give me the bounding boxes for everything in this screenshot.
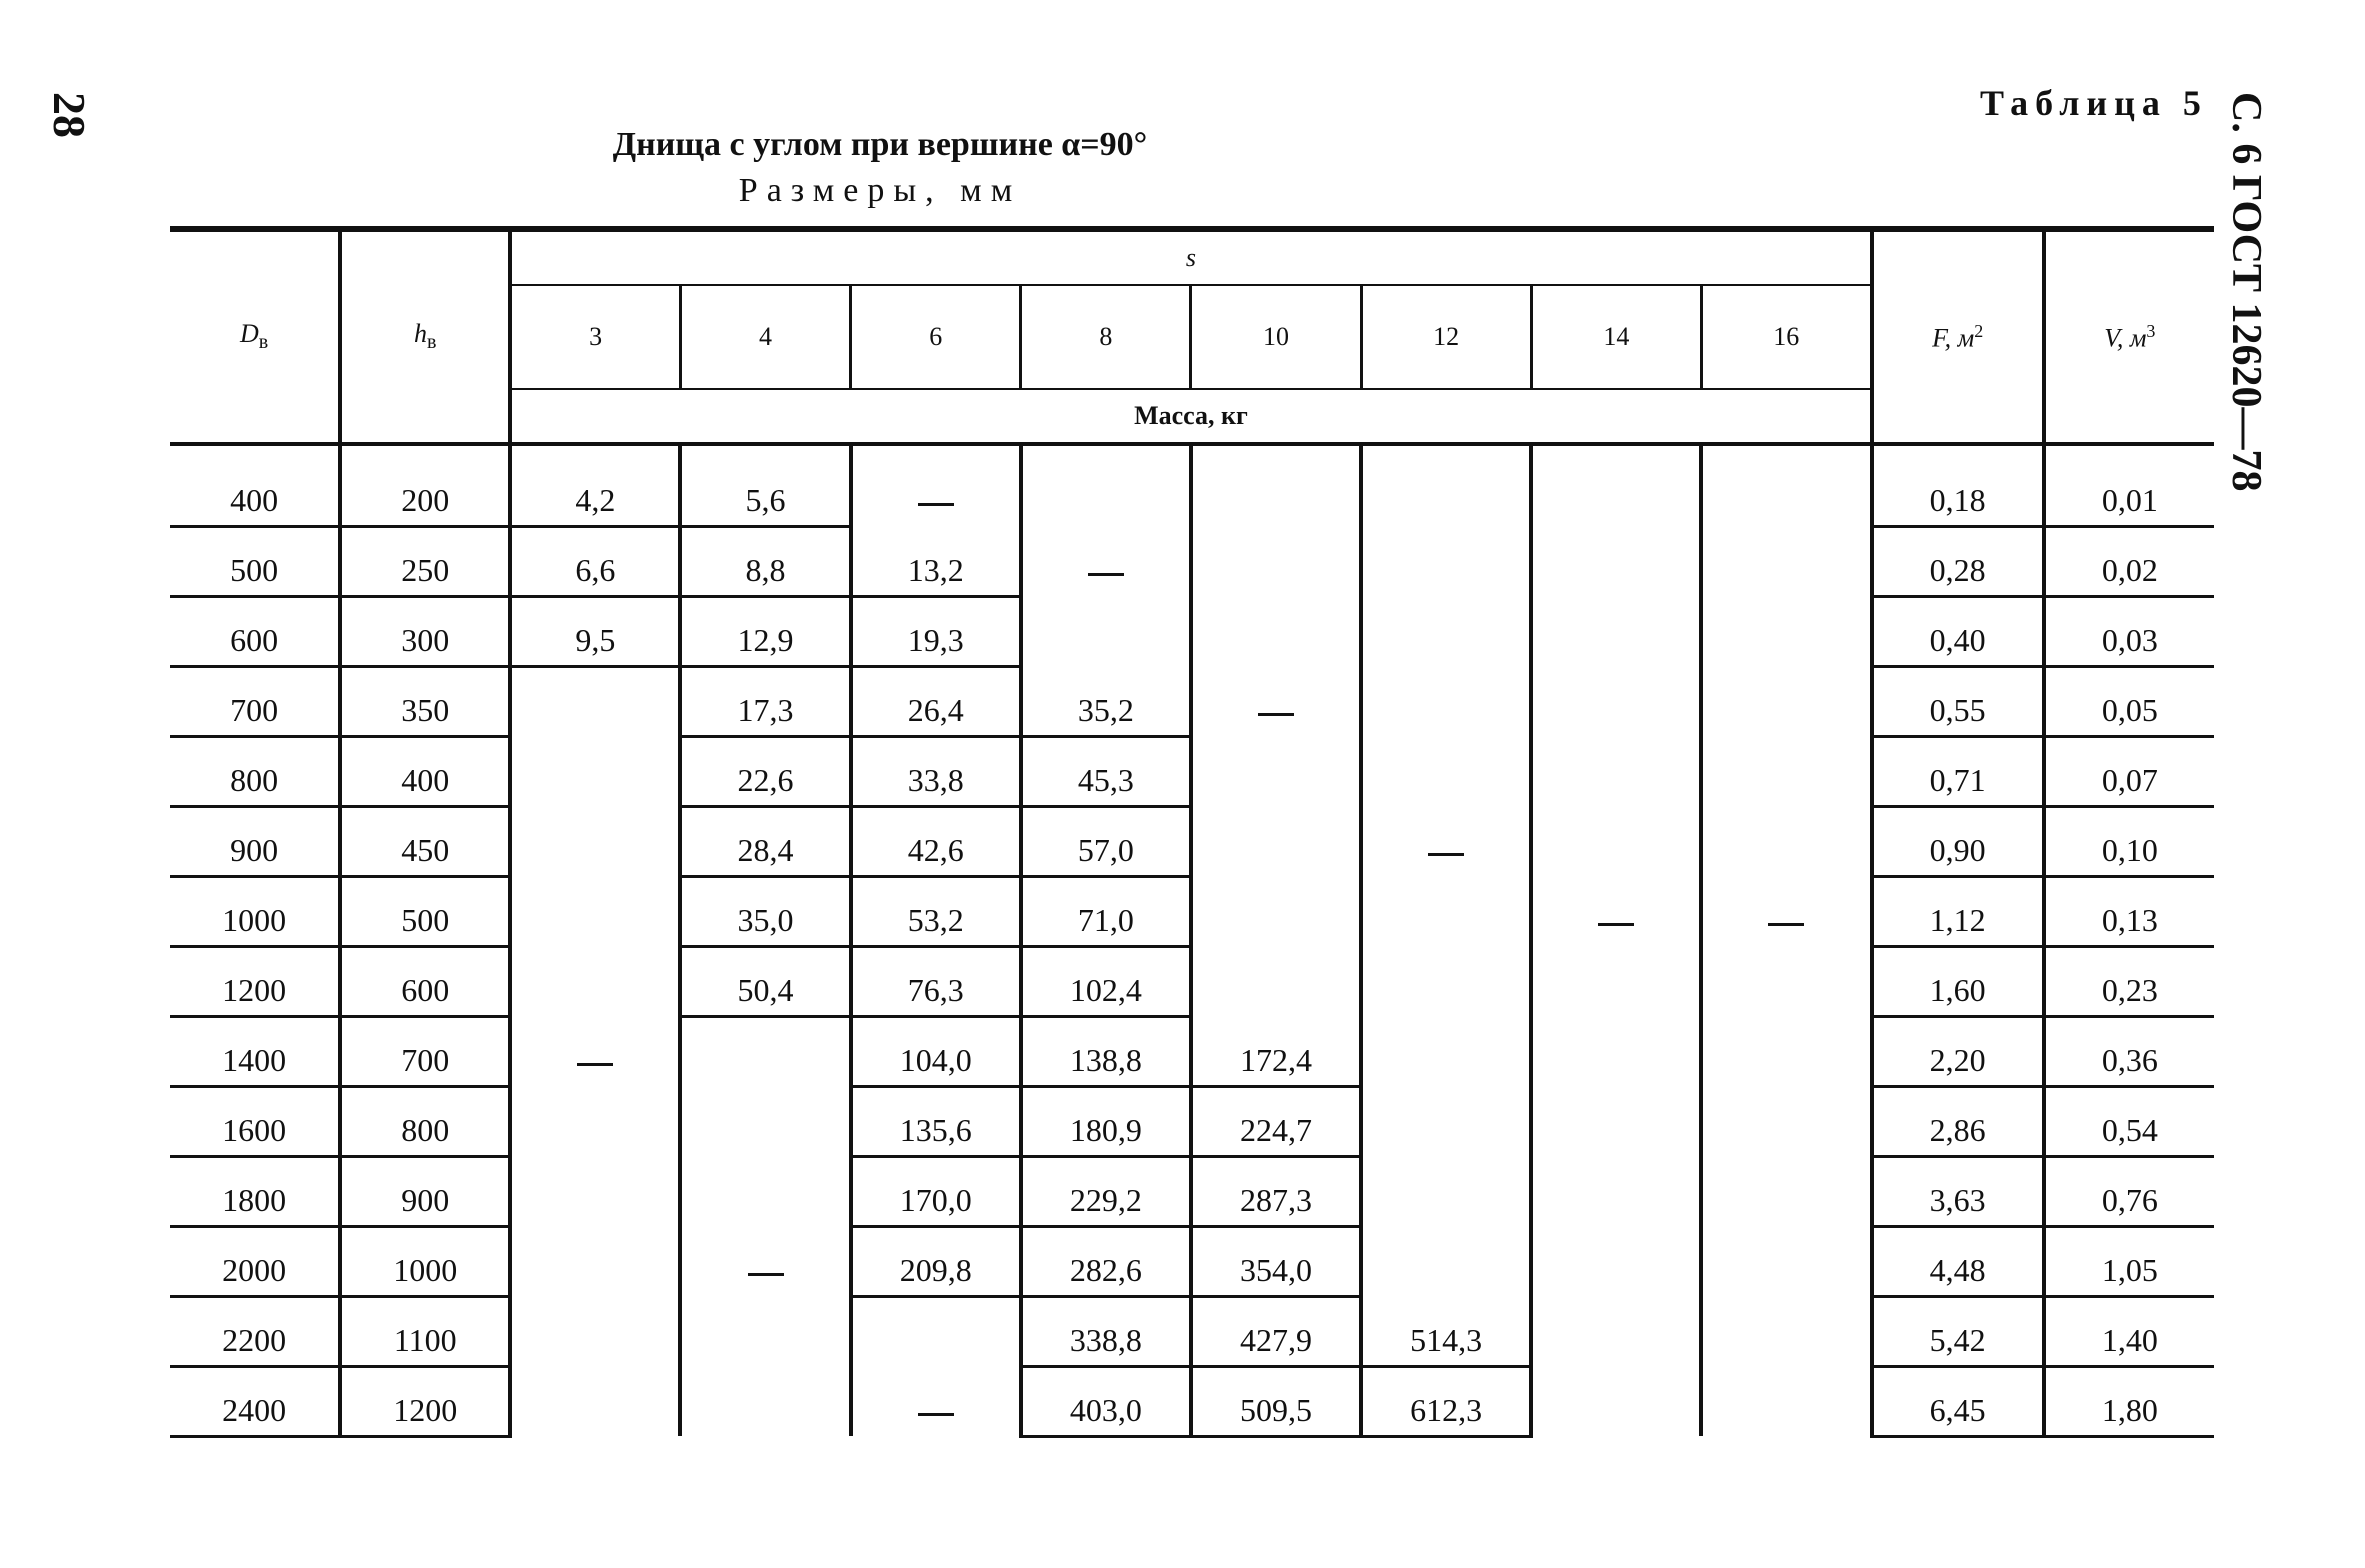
cell-s16: [1701, 666, 1871, 736]
cell-f: 0,90: [1872, 806, 2044, 876]
cell-s4: 22,6: [680, 736, 850, 806]
cell-s8: 45,3: [1021, 736, 1191, 806]
header-d: $D_в$: [170, 229, 340, 444]
cell-s4: 5,6: [680, 444, 850, 526]
cell-s10: 224,7: [1191, 1086, 1361, 1156]
cell-d: 900: [170, 806, 340, 876]
cell-s8: 229,2: [1021, 1156, 1191, 1226]
cell-s3: 4,2: [510, 444, 680, 526]
cell-h: 250: [340, 526, 510, 596]
cell-s8: 138,8: [1021, 1016, 1191, 1086]
cell-s10: 172,4: [1191, 1016, 1361, 1086]
cell-s4: [680, 1016, 850, 1086]
cell-s3: [510, 876, 680, 946]
cell-v: 0,07: [2044, 736, 2214, 806]
table-title: Днища с углом при вершине α=90°: [612, 126, 1148, 163]
table-row: [170, 596, 2214, 666]
cell-d: 1600: [170, 1086, 340, 1156]
cell-s4: [680, 1366, 850, 1436]
page-number: 28: [44, 92, 95, 138]
cell-s6: 53,2: [851, 876, 1021, 946]
header-s-6: 6: [851, 285, 1021, 389]
cell-v: 0,76: [2044, 1156, 2214, 1226]
cell-s6: 104,0: [851, 1016, 1021, 1086]
cell-s12: [1361, 1156, 1531, 1226]
cell-s10: [1191, 876, 1361, 946]
cell-s16: [1701, 596, 1871, 666]
cell-f: 1,12: [1872, 876, 2044, 946]
table-row: [170, 806, 2214, 876]
cell-s3: 9,5: [510, 596, 680, 666]
cell-s6: [851, 444, 1021, 526]
cell-s14: [1531, 596, 1701, 666]
cell-f: 2,20: [1872, 1016, 2044, 1086]
cell-s8: [1021, 596, 1191, 666]
cell-f: 6,45: [1872, 1366, 2044, 1436]
dash-mark: [918, 1413, 954, 1416]
cell-d: 1200: [170, 946, 340, 1016]
cell-s12: [1361, 526, 1531, 596]
cell-v: 0,54: [2044, 1086, 2214, 1156]
cell-d: 400: [170, 444, 340, 526]
cell-s14: [1531, 1296, 1701, 1366]
cell-v: 0,01: [2044, 444, 2214, 526]
header-mass: Масса, кг: [510, 389, 1871, 444]
cell-f: 0,71: [1872, 736, 2044, 806]
cell-h: 600: [340, 946, 510, 1016]
cell-s3: [510, 1366, 680, 1436]
cell-s16: [1701, 946, 1871, 1016]
cell-s4: [680, 1226, 850, 1296]
cell-s6: 76,3: [851, 946, 1021, 1016]
table-row: [170, 444, 2214, 526]
cell-d: 1400: [170, 1016, 340, 1086]
cell-h: 450: [340, 806, 510, 876]
cell-f: 4,48: [1872, 1226, 2044, 1296]
cell-d: 800: [170, 736, 340, 806]
cell-s6: 13,2: [851, 526, 1021, 596]
dash-mark: [1088, 573, 1124, 576]
cell-s8: 102,4: [1021, 946, 1191, 1016]
dash-mark: [1258, 713, 1294, 716]
cell-s14: [1531, 526, 1701, 596]
cell-s12: [1361, 1086, 1531, 1156]
cell-s4: 17,3: [680, 666, 850, 736]
cell-s4: [680, 1086, 850, 1156]
cell-v: 0,23: [2044, 946, 2214, 1016]
cell-f: 0,40: [1872, 596, 2044, 666]
cell-h: 1000: [340, 1226, 510, 1296]
cell-s6: 135,6: [851, 1086, 1021, 1156]
cell-s12: [1361, 666, 1531, 736]
cell-s8: 35,2: [1021, 666, 1191, 736]
cell-v: 0,03: [2044, 596, 2214, 666]
cell-s10: 287,3: [1191, 1156, 1361, 1226]
cell-h: 1200: [340, 1366, 510, 1436]
header-s-12: 12: [1361, 285, 1531, 389]
cell-s12: [1361, 444, 1531, 526]
cell-s12: [1361, 806, 1531, 876]
cell-s3: [510, 806, 680, 876]
cell-s4: 50,4: [680, 946, 850, 1016]
cell-v: 0,36: [2044, 1016, 2214, 1086]
cell-s10: 509,5: [1191, 1366, 1361, 1436]
table-row: [170, 1226, 2214, 1296]
cell-s14: [1531, 1226, 1701, 1296]
table-subtitle: Размеры, мм: [738, 172, 1022, 209]
cell-d: 2000: [170, 1226, 340, 1296]
cell-s16: [1701, 444, 1871, 526]
cell-s4: 35,0: [680, 876, 850, 946]
cell-h: 500: [340, 876, 510, 946]
cell-v: 1,05: [2044, 1226, 2214, 1296]
document-side-header: С. 6 ГОСТ 12620—78: [2223, 92, 2269, 492]
cell-s8: 338,8: [1021, 1296, 1191, 1366]
cell-s8: 403,0: [1021, 1366, 1191, 1436]
cell-f: 1,60: [1872, 946, 2044, 1016]
cell-s12: [1361, 946, 1531, 1016]
table-row: [170, 876, 2214, 946]
cell-s4: 8,8: [680, 526, 850, 596]
header-h: $h_в$: [340, 229, 510, 444]
cell-s4: 12,9: [680, 596, 850, 666]
header-s-16: 16: [1701, 285, 1871, 389]
cell-s4: [680, 1296, 850, 1366]
cell-s14: [1531, 1366, 1701, 1436]
cell-s3: [510, 1156, 680, 1226]
dash-mark: [1768, 923, 1804, 926]
cell-v: 1,40: [2044, 1296, 2214, 1366]
cell-s10: [1191, 596, 1361, 666]
cell-v: 0,13: [2044, 876, 2214, 946]
cell-s14: [1531, 946, 1701, 1016]
cell-d: 1000: [170, 876, 340, 946]
table-row: [170, 1016, 2214, 1086]
cell-s14: [1531, 876, 1701, 946]
cell-d: 2200: [170, 1296, 340, 1366]
table-row: [170, 526, 2214, 596]
header-s-3: 3: [510, 285, 680, 389]
cell-s6: 209,8: [851, 1226, 1021, 1296]
cell-s12: [1361, 1226, 1531, 1296]
table-row: [170, 1366, 2214, 1436]
cell-v: 0,05: [2044, 666, 2214, 736]
cell-h: 300: [340, 596, 510, 666]
dash-mark: [748, 1273, 784, 1276]
cell-s8: [1021, 526, 1191, 596]
cell-s10: 354,0: [1191, 1226, 1361, 1296]
cell-s12: [1361, 596, 1531, 666]
header-s: s: [510, 229, 1871, 285]
cell-s3: [510, 1016, 680, 1086]
cell-s14: [1531, 806, 1701, 876]
dash-mark: [918, 503, 954, 506]
cell-s14: [1531, 1156, 1701, 1226]
dash-mark: [577, 1063, 613, 1066]
cell-s6: 42,6: [851, 806, 1021, 876]
cell-s12: 612,3: [1361, 1366, 1531, 1436]
cell-s3: [510, 1226, 680, 1296]
cell-s12: [1361, 876, 1531, 946]
table-row: [170, 1296, 2214, 1366]
cell-s8: [1021, 444, 1191, 526]
cell-s16: [1701, 1296, 1871, 1366]
cell-h: 200: [340, 444, 510, 526]
cell-s12: [1361, 736, 1531, 806]
cell-s16: [1701, 1226, 1871, 1296]
cell-s6: 33,8: [851, 736, 1021, 806]
cell-s6: 19,3: [851, 596, 1021, 666]
cell-s3: 6,6: [510, 526, 680, 596]
cell-s16: [1701, 1016, 1871, 1086]
header-s-14: 14: [1531, 285, 1701, 389]
cell-s3: [510, 946, 680, 1016]
cell-f: 0,55: [1872, 666, 2044, 736]
header-v: V, $м^3$: [2044, 229, 2214, 444]
cell-s16: [1701, 1366, 1871, 1436]
cell-s6: 170,0: [851, 1156, 1021, 1226]
cell-s14: [1531, 1086, 1701, 1156]
cell-s16: [1701, 1156, 1871, 1226]
cell-h: 900: [340, 1156, 510, 1226]
cell-s12: 514,3: [1361, 1296, 1531, 1366]
dimensions-table: [170, 226, 2214, 1438]
cell-f: 2,86: [1872, 1086, 2044, 1156]
header-s-8: 8: [1021, 285, 1191, 389]
cell-d: 2400: [170, 1366, 340, 1436]
table-row: [170, 1086, 2214, 1156]
cell-s10: [1191, 444, 1361, 526]
cell-s3: [510, 1296, 680, 1366]
cell-s10: [1191, 806, 1361, 876]
cell-h: 350: [340, 666, 510, 736]
cell-s10: [1191, 526, 1361, 596]
cell-v: 0,02: [2044, 526, 2214, 596]
table-row: [170, 946, 2214, 1016]
cell-h: 400: [340, 736, 510, 806]
cell-s6: [851, 1296, 1021, 1366]
cell-s6: 26,4: [851, 666, 1021, 736]
cell-s3: [510, 666, 680, 736]
cell-f: 0,18: [1872, 444, 2044, 526]
cell-f: 3,63: [1872, 1156, 2044, 1226]
table-row: [170, 1156, 2214, 1226]
cell-d: 600: [170, 596, 340, 666]
table-body: [170, 444, 2214, 1436]
cell-s8: 71,0: [1021, 876, 1191, 946]
cell-s16: [1701, 876, 1871, 946]
cell-s14: [1531, 444, 1701, 526]
cell-s8: 180,9: [1021, 1086, 1191, 1156]
cell-s14: [1531, 666, 1701, 736]
table-row: [170, 666, 2214, 736]
header-s-10: 10: [1191, 285, 1361, 389]
cell-s3: [510, 1086, 680, 1156]
cell-h: 800: [340, 1086, 510, 1156]
cell-s4: 28,4: [680, 806, 850, 876]
table-number: Таблица 5: [1980, 83, 2208, 123]
dash-mark: [1428, 853, 1464, 856]
table-row: [170, 736, 2214, 806]
cell-s12: [1361, 1016, 1531, 1086]
cell-s10: [1191, 946, 1361, 1016]
header-f: F, $м^2$: [1872, 229, 2044, 444]
cell-s8: 57,0: [1021, 806, 1191, 876]
cell-d: 700: [170, 666, 340, 736]
cell-s14: [1531, 1016, 1701, 1086]
cell-h: 1100: [340, 1296, 510, 1366]
header-s-4: 4: [680, 285, 850, 389]
cell-s4: [680, 1156, 850, 1226]
cell-v: 1,80: [2044, 1366, 2214, 1436]
cell-h: 700: [340, 1016, 510, 1086]
dash-mark: [1598, 923, 1634, 926]
cell-s16: [1701, 1086, 1871, 1156]
cell-s10: [1191, 736, 1361, 806]
cell-s16: [1701, 526, 1871, 596]
cell-f: 5,42: [1872, 1296, 2044, 1366]
cell-s6: [851, 1366, 1021, 1436]
cell-s16: [1701, 736, 1871, 806]
cell-s3: [510, 736, 680, 806]
cell-d: 1800: [170, 1156, 340, 1226]
cell-s10: [1191, 666, 1361, 736]
cell-s8: 282,6: [1021, 1226, 1191, 1296]
cell-f: 0,28: [1872, 526, 2044, 596]
cell-s16: [1701, 806, 1871, 876]
cell-d: 500: [170, 526, 340, 596]
cell-s10: 427,9: [1191, 1296, 1361, 1366]
cell-s14: [1531, 736, 1701, 806]
cell-v: 0,10: [2044, 806, 2214, 876]
